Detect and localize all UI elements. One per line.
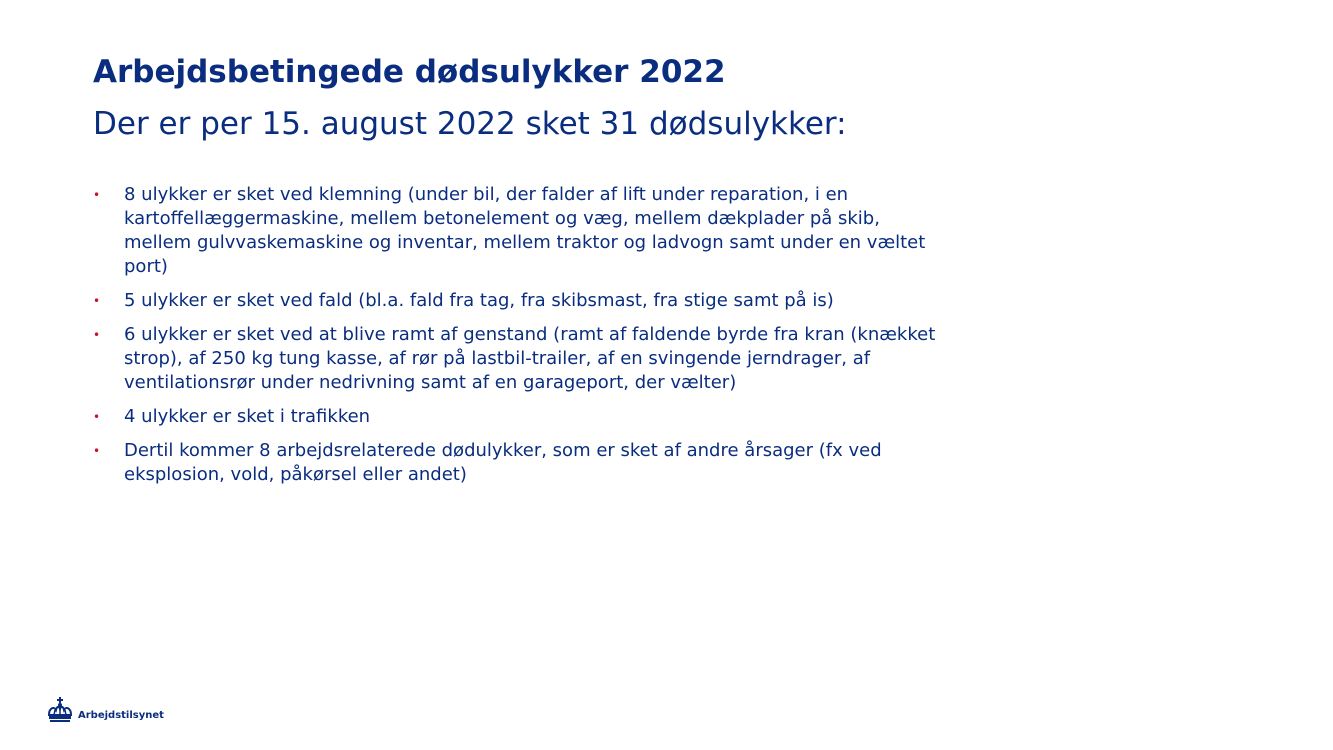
logo-text: Arbejdstilsynet (78, 710, 164, 721)
bullet-marker: • (93, 294, 101, 308)
footer-logo (46, 697, 164, 723)
bullet-text: 4 ulykker er sket i trafikken (124, 406, 371, 427)
bullet-item (93, 183, 943, 279)
bullet-marker: • (93, 444, 101, 458)
bullet-marker: • (93, 410, 101, 424)
bullet-marker: • (93, 188, 101, 202)
bullet-text: Dertil kommer 8 arbejdsrelaterede dødulykker, som er sket af andre årsager (fx ved eksplosion, vold, påkørsel eller andet) (124, 440, 882, 485)
bullet-text: 6 ulykker er sket ved at blive ramt af genstand (ramt af faldende byrde fra kran (knækket strop), af 250 kg tung kasse, af rør på lastbil-trailer, af en svingende jerndrager, af ventilationsrør under nedrivning samt af en garageport, der vælter) (124, 324, 936, 393)
bullet-text: 5 ulykker er sket ved fald (bl.a. fald fra tag, fra skibsmast, fra stige samt på is) (124, 290, 834, 311)
bullet-list (93, 183, 943, 497)
bullet-marker: • (93, 328, 101, 342)
bullet-item (93, 323, 943, 395)
bullet-item (93, 405, 943, 429)
slide-subtitle: Der er per 15. august 2022 sket 31 dødsulykker: (93, 106, 847, 142)
crown-icon (46, 697, 74, 723)
bullet-text: 8 ulykker er sket ved klemning (under bil, der falder af lift under reparation, i en kartoffellæggermaskine, mellem betonelement og væg, mellem dækplader på skib, mellem gulvvaskemaskine og inventar, mellem traktor og ladvogn samt under en væltet port) (124, 184, 926, 277)
bullet-item (93, 289, 943, 313)
slide-title: Arbejdsbetingede dødsulykker 2022 (93, 54, 726, 90)
bullet-item (93, 439, 943, 487)
